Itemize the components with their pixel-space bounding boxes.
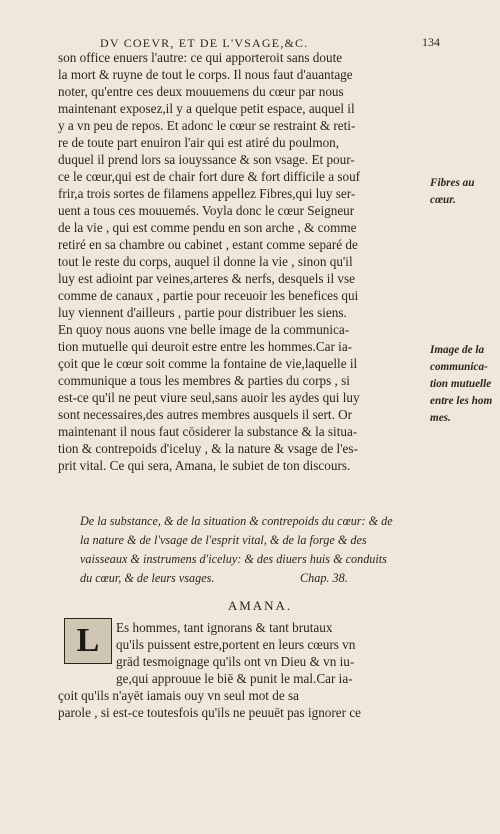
text-line: luy viennent d'ailleurs , partie pour distribuer les siens. [58,305,347,320]
text-line: comme de canaux , partie pour receuoir les benefices qui [58,288,359,303]
text-line: maintenant il nous faut cōsiderer la substance & la situa- [58,424,358,439]
margin-note-line: Image de la [430,344,485,356]
text-line: çoit qu'ils n'ayēt iamais ouy vn seul mot de sa [58,688,299,703]
text-line: la mort & ruyne de tout le corps. Il nous faut d'auantage [58,67,353,82]
margin-note-line: tion mutuelle [430,378,492,390]
text-line: duquel il prend lors sa iouyssance & son vsage. Et pour- [58,152,355,167]
text-line: uent a tous ces mouuemés. Voyla donc le cœur Seigneur [58,203,355,218]
margin-note-line: entre les hom [430,395,493,407]
summary-line: la nature & de l'vsage de l'esprit vital, & de la forge & des [80,533,367,547]
summary-line: du cœur, & de leurs vsages. [80,571,215,585]
summary-line: vaisseaux & instrumens d'iceluy: & des diuers huis & conduits [80,552,387,566]
text-line: çoit que le cœur soit comme la fontaine de vie,laquelle il [58,356,358,371]
text-line: parole , si est-ce toutesfois qu'ils ne peuuēt pas ignorer ce [58,705,362,720]
margin-note-line: mes. [430,412,451,424]
text-line: retiré en sa chambre ou cabinet , estant comme separé de [58,237,358,252]
text-line: communique a tous les membres & parties du corps , si [58,373,350,388]
text-line: sont necessaires,des autres membres ausquels il sert. Or [58,407,353,422]
drop-cap-initial [64,618,112,664]
text-line: tion & contrepoids d'iceluy , & la nature & vsage de l'es- [58,441,358,456]
text-line: grād tesmoignage qu'ils ont vn Dieu & vn iu- [116,654,355,669]
margin-note-line: cœur. [430,194,456,206]
text-line: noter, qu'entre ces deux mouuemens du cœur par nous [58,84,344,99]
text-line: ce le cœur,qui est de chair fort dure & fort difficile a souf [58,169,361,184]
text-line: est-ce qu'il ne peut viure seul,sans auoir les aydes qui luy [58,390,360,405]
summary-line: De la substance, & de la situation & contrepoids du cœur: & de [80,514,393,528]
margin-note-line: communica- [430,361,488,373]
text-line: tout le reste du corps, auquel il donne la vie , sinon qu'il [58,254,353,269]
text-line: y a vn peu de repos. Et adonc le cœur se restraint & reti- [58,118,356,133]
text-line: tion mutuelle qui deuroit estre entre les hommes.Car ia- [58,339,353,354]
page-number: 134 [422,35,440,49]
text-line: son office enuers l'autre: ce qui apporteroit sans doute [58,50,343,65]
text-line: maintenant exposez,il y a quelque petit espace, auquel il [58,101,355,116]
text-line: prit vital. Ce qui sera, Amana, le subiet de ton discours. [58,458,351,473]
text-line: re de toute part enuiron l'air qui est atiré du poulmon, [58,135,340,150]
text-line: luy est adioint par veines,arteres & nerfs, desquels il vse [58,271,356,286]
running-title: DV COEVR, ET DE L'VSAGE,&C. [100,36,309,50]
text-line: Es hommes, tant ignorans & tant brutaux [116,620,333,635]
text-line: de la vie , qui est comme pendu en son arche , & comme [58,220,357,235]
text-line: En quoy nous auons vne belle image de la communica- [58,322,350,337]
text-line: ge,qui approuue le biē & punit le mal.Car ia- [116,671,353,686]
text-line: frir,a trois sortes de filamens appellez Fibres,qui luy ser- [58,186,356,201]
text-line: qu'ils puissent estre,portent en leurs cœurs vn [116,637,356,652]
speaker-heading: AMANA. [227,598,293,613]
margin-note-line: Fibres au [430,177,475,189]
drop-cap-letter: L [76,622,100,659]
chapter-number: Chap. 38. [300,571,348,585]
